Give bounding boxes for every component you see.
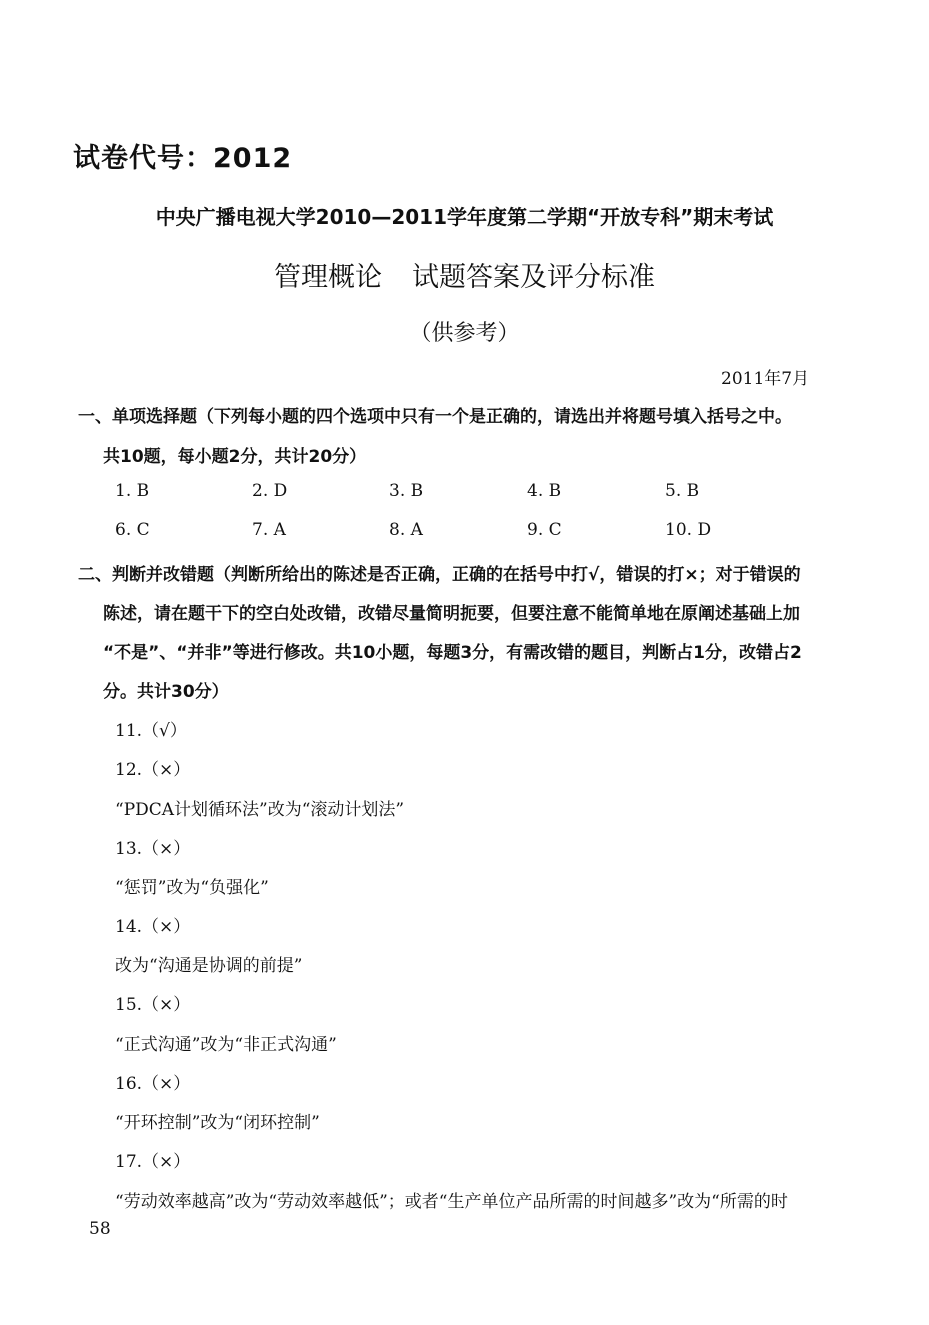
answer-10: 10. D xyxy=(665,520,712,540)
item-16-correction: “开环控制”改为“闭环控制” xyxy=(115,1113,320,1133)
section2-heading-line2: 陈述，请在题干下的空白处改错，改错尽量简明扼要，但要注意不能简单地在原阐述基础上加 xyxy=(103,604,800,624)
item-12-correction: “PDCA计划循环法”改为“滚动计划法” xyxy=(115,800,405,820)
exam-date: 2011年7月 xyxy=(721,369,810,389)
section1-heading-line1: 一、单项选择题（下列每小题的四个选项中只有一个是正确的，请选出并将题号填入括号之中。 xyxy=(78,407,792,427)
page-number: 58 xyxy=(89,1219,111,1239)
item-16: 16.（×） xyxy=(115,1074,191,1094)
answer-4: 4. B xyxy=(527,481,562,501)
item-15: 15.（×） xyxy=(115,995,191,1015)
section2-heading-line3: “不是”、“并非”等进行修改。共10小题，每题3分，有需改错的题目，判断占1分，改错占2 xyxy=(103,643,802,663)
subject-subtitle: 试题答案及评分标准 xyxy=(412,262,655,293)
item-13-correction: “惩罚”改为“负强化” xyxy=(115,878,269,898)
answer-5: 5. B xyxy=(665,481,700,501)
answer-7: 7. A xyxy=(252,520,286,540)
answer-3: 3. B xyxy=(389,481,424,501)
item-15-correction: “正式沟通”改为“非正式沟通” xyxy=(115,1035,337,1055)
answer-1: 1. B xyxy=(115,481,150,501)
answer-6: 6. C xyxy=(115,520,150,540)
item-12: 12.（×） xyxy=(115,760,191,780)
subject-title xyxy=(0,255,929,294)
section2-heading-line4: 分。共计30分） xyxy=(103,682,229,702)
item-14: 14.（×） xyxy=(115,917,191,937)
item-11: 11.（√） xyxy=(115,721,187,741)
item-17: 17.（×） xyxy=(115,1152,191,1172)
item-13: 13.（×） xyxy=(115,839,191,859)
paper-code: 试卷代号：2012 xyxy=(73,143,293,174)
section2-heading-line1: 二、判断并改错题（判断所给出的陈述是否正确，正确的在括号中打√，错误的打×；对于错误的 xyxy=(78,565,801,585)
item-14-correction: 改为“沟通是协调的前提” xyxy=(115,956,303,976)
answer-9: 9. C xyxy=(527,520,562,540)
subject-name: 管理概论 xyxy=(274,262,382,293)
reference-note: （供参考） xyxy=(409,321,520,346)
exam-title: 中央广播电视大学2010—2011学年度第二学期“开放专科”期末考试 xyxy=(155,205,774,229)
item-17-correction: “劳动效率越高”改为“劳动效率越低”；或者“生产单位产品所需的时间越多”改为“所需的时 xyxy=(115,1192,788,1212)
section1-heading-line2: 共10题，每小题2分，共计20分） xyxy=(103,447,367,467)
answer-2: 2. D xyxy=(252,481,288,501)
answer-8: 8. A xyxy=(389,520,423,540)
